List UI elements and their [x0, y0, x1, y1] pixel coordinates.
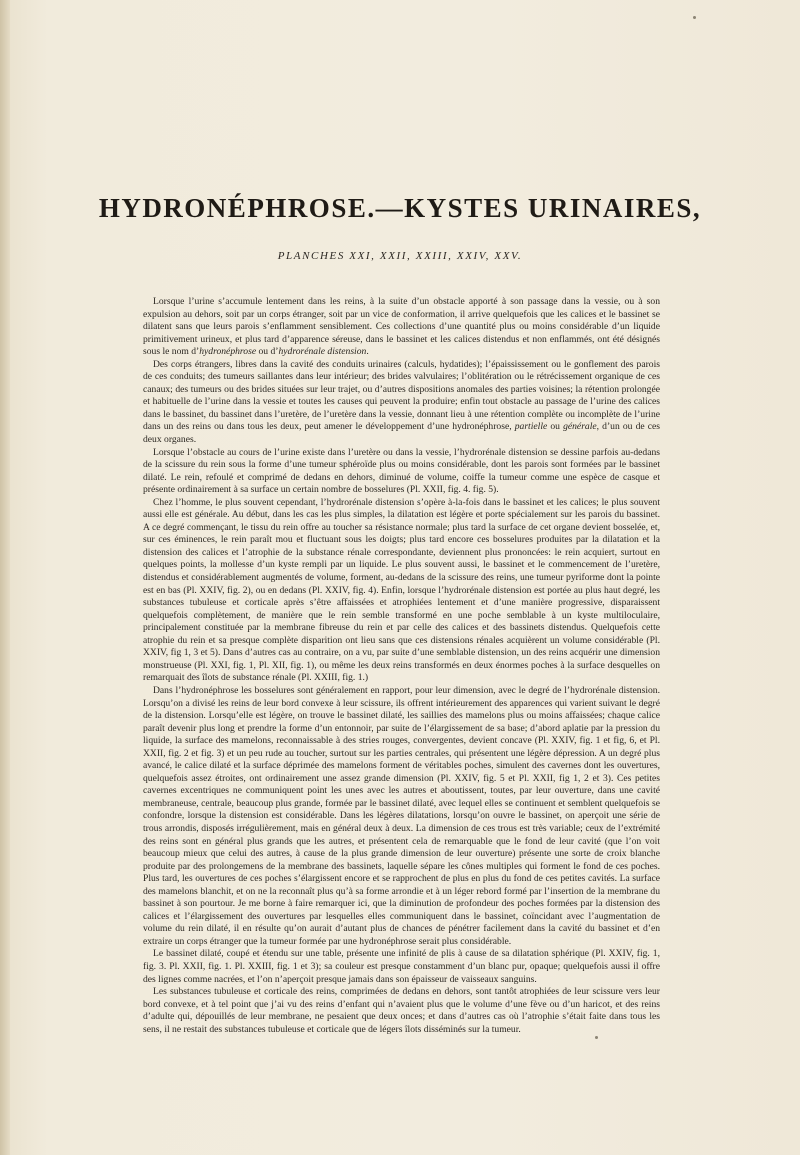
- text-run: Lorsque l’obstacle au cours de l’urine existe dans l’uretère ou dans la vessie, l’hydrorénale distension se dessine parfois au-dedans de la scissure du rein sous la forme d’une tumeur sphéroïde plus ou moins considérable, dont les parois sont formées par le bassinet dilaté. Le rein, refoulé et comprimé de dedans en dehors, diminué de volume, coiffe la tumeur comme une espèce de casque et présente ordinairement à sa surface un certain nombre de bosselures (Pl. XXII, fig. 4. fig. 5).: [143, 446, 660, 496]
- page-gutter: [0, 0, 10, 1155]
- body-paragraph: [143, 296, 660, 359]
- plates-subtitle: PLANCHES XXI, XXII, XXIII, XXIV, XXV.: [277, 250, 523, 262]
- speck-mark: [595, 1036, 598, 1039]
- text-run: Dans l’hydronéphrose les bosselures sont généralement en rapport, pour leur dimension, avec le degré de l’hydrorénale distension. Lorsqu’on a divisé les reins de leur bord convexe à leur scissure, ils offrent intérieurement des apparences qui varient suivant le degré de la distension. Lorsqu’elle est légère, on trouve le bassinet dilaté, les saillies des mamelons plus ou moins affaissées; chaque calice paraît devenir plus long et prendre la forme d’un entonnoir, par suite de l’élargissement de sa base; d’abord aplatie par la pression du liquide, la surface des mamelons, reconnaissable à des stries rouges, convergentes, devient concave (Pl. XXIV, fig. 1 et fig, 6, et Pl. XXII, fig. 2 et fig. 3) et un peu rude au toucher, surtout sur les parties centrales, qui présentent une légère dépression. A un degré plus avancé, le calice dilaté et la surface déprimée des mamelons forment de véritables poches, simulent des cavernes dont les ouvertures, quelquefois assez étroites, ont ordinairement une assez grande dimension (Pl. XXIV, fig. 5 et Pl. XXII, fig 1, 2 et 3). Ces petites cavernes excentriques ne communiquent point les unes avec les autres et aboutissent, toutes, par leur ouverture, dans une cavité membraneuse, centrale, beaucoup plus grande, formée par le bassinet dilaté, avec lequel elles se continuent et semblent quelquefois se confondre, lorsque la distension est considérable. Dans les légères dilatations, lorsqu’on ouvre le bassinet, on aperçoit une série de trous arrondis, disposés irrégulièrement, mais en général deux à deux. La dimension de ces trous est très variable; ceux de l’extrémité des reins sont en général plus grands que les autres, et présentent cela de remarquable que le fond de leur cavité (que l’on voit beaucoup mieux que celui des autres, à cause de la plus grande dimension de leur ouverture) présente une sorte de croix blanche produite par des prolongemens de la membrane des bassinets, laquelle sépare les cônes multiples qui forment le fond de ces poches. Plus tard, les ouvertures de ces poches s’élargissent encore et se rapprochent de plus en plus du fond de ces petites cavités. La surface des mamelons blanchit, et on ne la reconnaît plus qu’à sa forme arrondie et à un léger rebord formé par l’insertion de la membrane du bassinet à son pourtour. Je me borne à faire remarquer ici, que la diminution de profondeur des poches formées par la distension des calices et l’élargissement des ouvertures par lesquelles elles communiquent dans le bassinet, coïncidant avec l’augmentation de volume du rein dilaté, il en résulte qu’on aurait d’autant plus de chances de pénétrer facilement dans la cavité du bassinet et d’en extraire un corps étranger que la tumeur formée par une hydronéphrose serait plus considérable.: [143, 684, 660, 947]
- text-run: .: [366, 346, 369, 358]
- text-run: Des corps étrangers, libres dans la cavité des conduits urinaires (calculs, hydatides); l’épaississement ou le gonflement des parois de ces conduits; des tumeurs saillantes dans leur intérieur; des brides valvulaires; l’oblitération ou le rétrécissement organique de ces canaux; des tumeurs ou des brides situées sur leur trajet, ou d’autres dispositions anomales des parties voisines; la rétention prolongée et habituelle de l’urine dans la vessie et toutes les causes qui peuvent la produire; enfin tout obstacle au passage de l’urine des calices dans le bassinet, du bassinet dans l’uretère, de l’uretère dans la vessie, donnant lieu à une rétention complète ou incomplète de l’urine dans un des reins ou dans tous les deux, peut amener le développement d’une hydronéphrose,: [143, 358, 660, 433]
- italic-term: hydrorénale distension: [278, 346, 367, 358]
- article-body: [143, 296, 660, 1036]
- body-paragraph: [143, 447, 660, 497]
- text-run: Lorsque l’urine s’accumule lentement dans les reins, à la suite d’un obstacle apporté à son passage dans la vessie, ou à son expulsion au dehors, soit par un corps étranger, soit par un vice de conformation, il arrive quelquefois que les calices et le bassinet se dilatent sans que leurs parois s’enflamment sensiblement. Ces collections d’une quantité plus ou moins considérable d’un liquide primitivement urineux, et plus tard d’apparence séreuse, dans le bassinet et les calices distendus et non enflammés, ont été désignés sous le nom d’: [143, 296, 660, 358]
- italic-term: partielle: [514, 421, 548, 433]
- italic-term: hydronéphrose: [199, 346, 257, 358]
- body-paragraph: [143, 986, 660, 1036]
- text-run: Le bassinet dilaté, coupé et étendu sur une table, présente une infinité de plis à cause de sa dilatation sphérique (Pl. XXIV, fig. 1, fig. 3. Pl. XXII, fig. 1. Pl. XXIII, fig. 1 et 3); sa couleur est presque constamment d’un blanc pur, opaque; quelquefois aussi il offre des lignes comme nacrées, et l’on n’aperçoit presque jamais dans son épaisseur de vaisseaux sanguins.: [143, 948, 660, 985]
- text-run: , d’un ou de ces deux organes.: [143, 421, 660, 446]
- italic-term: générale: [563, 421, 597, 433]
- text-run: ou: [547, 421, 564, 433]
- text-run: Chez l’homme, le plus souvent cependant, l’hydrorénale distension s’opère à-la-fois dans le bassinet et les calices; le plus souvent aussi elle est générale. Au début, dans les cas les plus simples, la dilatation est légère et porte spécialement sur les parois du bassinet. A ce degré commençant, le tissu du rein offre au toucher sa résistance normale; plus tard la surface de cet organe devient bosselée, et, sur ces éminences, le rein paraît mou et fluctuant sous les doigts; plus tard encore ces bosselures produites par la dilatation et la distension des calices et l’atrophie de la substance rénale correspondante, deviennent plus prononcées: le rein acquiert, surtout en quelques points, la mollesse d’un kyste rempli par un liquide. Le plus souvent aussi, le bassinet et le commencement de l’uretère, distendus et considérablement augmentés de volume, forment, au-dedans de la scissure des reins, une tumeur pyriforme dont la pointe est en bas (Pl. XXIV, fig. 2), ou en dedans (Pl. XXIV, fig. 4). Enfin, lorsque l’hydrorénale distension est portée au plus haut degré, les substances tubuleuse et corticale après s’être affaissées et atrophiées lentement et d’une manière progressive, disparaissent quelquefois complètement, de manière que le rein semble transformé en une poche semblable à un kyste multiloculaire, principalement constituée par la membrane fibreuse du rein et par celle des calices et des bassinets distendus. Quelquefois cette atrophie du rein et sa presque complète disparition ont lieu sans que ces distensions rénales acquièrent un volume considérable (Pl. XXIV, fig 1, 3 et 5). Dans d’autres cas au contraire, on a vu, par suite d’une semblable distension, un des reins acquérir une dimension monstrueuse (Pl. XXI, fig. 1, Pl. XII, fig. 1), ou même les deux reins transformés en deux énormes poches à la surface desquelles on remarquait des îlots de substance rénale (Pl. XXIII, fig. 1.): [143, 496, 660, 684]
- text-run: ou d’: [256, 346, 279, 358]
- text-run: Les substances tubuleuse et corticale des reins, comprimées de dedans en dehors, sont tantôt atrophiées de leur scissure vers leur bord convexe, et à tel point que j’ai vu des reins d’enfant qui n’avaient plus que le volume d’une fève ou d’un haricot, et des reins d’adulte qui, dépouillés de leur membrane, ne pesaient que deux onces; et dans d’autres cas où l’atrophie s’était faite dans tous les sens, il ne restait des substances tubuleuse et corticale que de légers îlots disséminés sur la tumeur.: [143, 986, 660, 1035]
- speck-mark: [693, 16, 696, 19]
- page-title: HYDRONÉPHROSE.—KYSTES URINAIRES,: [98, 193, 702, 223]
- body-paragraph: [143, 948, 660, 986]
- body-paragraph: [143, 685, 660, 948]
- body-paragraph: [143, 497, 660, 685]
- body-paragraph: [143, 359, 660, 447]
